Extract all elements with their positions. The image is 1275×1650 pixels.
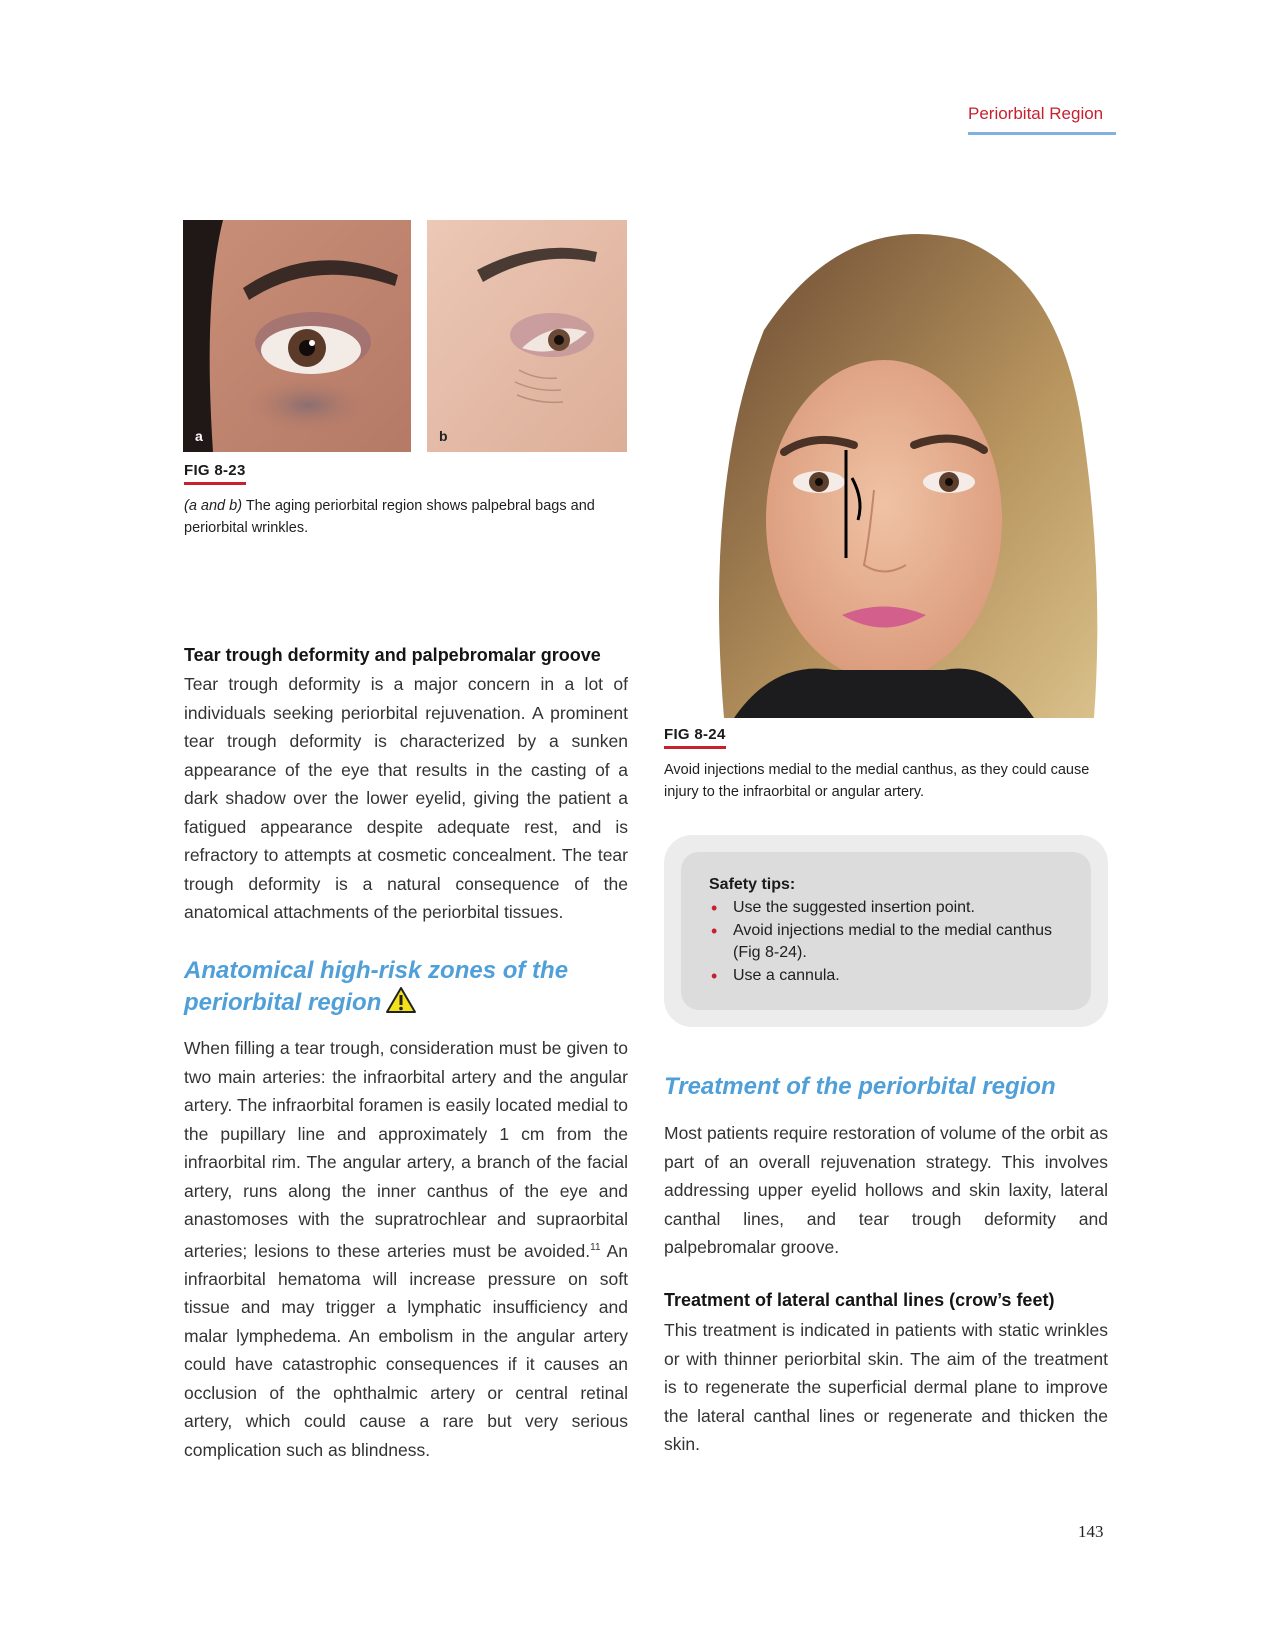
safety-tips-inner <box>681 852 1091 1010</box>
tear-trough-heading: Tear trough deformity and palpebromalar groove <box>184 645 601 665</box>
panel-letter-b: b <box>439 428 448 444</box>
figure-8-24-label: FIG 8-24 <box>664 726 726 749</box>
portrait-photo <box>664 220 1108 718</box>
caption-text: The aging periorbital region shows palpebral bags and periorbital wrinkles. <box>184 498 595 536</box>
treatment-heading: Treatment of the periorbital region <box>664 1073 1056 1100</box>
safety-tip-item: • Use the suggested insertion point. <box>711 898 975 918</box>
page-number: 143 <box>1078 1522 1104 1541</box>
figure-8-23-panel-a <box>183 220 411 452</box>
figure-8-23-label: FIG 8-23 <box>184 462 246 485</box>
safety-tip-item: • Use a cannula. <box>711 965 840 986</box>
warning-triangle-icon <box>385 986 417 1022</box>
high-risk-paragraph-part2: An infraorbital hematoma will increase pressure on soft tissue and may trigger a lymphatic insufficiency and malar lymphedema. An embolism in the angular artery could have catastrophic consequences if it causes an occlusion of the ophthalmic artery or central retinal artery, which could cause a rare but very serious complication such as blindness. <box>184 1240 628 1460</box>
crows-feet-paragraph: This treatment is indicated in patients with static wrinkles or with thinner periorbital skin. The aim of the treatment is to regenerate the superficial dermal plane to improve the lateral canthal lines or regenerate and thicken the skin. <box>664 1320 1108 1454</box>
bullet-icon: • <box>711 898 718 918</box>
safety-tips-title: Safety tips: <box>709 876 796 893</box>
figure-8-23-label-wrap <box>184 462 246 485</box>
figure-8-23-caption <box>184 495 628 539</box>
running-header: Periorbital Region <box>968 104 1116 135</box>
citation-11[interactable]: 11 <box>590 1241 601 1253</box>
eye-photo-b <box>427 220 627 452</box>
treatment-paragraph: Most patients require restoration of volume of the orbit as part of an overall rejuvenation strategy. This involves addressing upper eyelid hollows and skin laxity, lateral canthal lines, and tear trough deformity and palpebromalar groove. <box>664 1123 1108 1257</box>
panel-letter-a: a <box>195 428 203 444</box>
high-risk-paragraph <box>184 1034 628 1464</box>
safety-tip-item: • Avoid injections medial to the medial canthus (Fig 8-24). <box>711 920 1052 961</box>
figure-8-24-caption: Avoid injections medial to the medial canthus, as they could cause injury to the infraorbital or angular artery. <box>664 762 1090 800</box>
crows-feet-heading: Treatment of lateral canthal lines (crow’s feet) <box>664 1290 1055 1310</box>
high-risk-heading-line1: Anatomical high-risk zones of the <box>184 957 569 984</box>
high-risk-heading-line2 <box>184 986 628 1022</box>
eye-photo-a <box>183 220 411 452</box>
caption-prefix: (a and b) <box>184 498 243 514</box>
high-risk-heading <box>184 955 628 1022</box>
figure-8-24-label-wrap <box>664 726 726 749</box>
bullet-icon: • <box>711 965 718 986</box>
high-risk-heading-line2-text: periorbital region <box>184 989 382 1016</box>
bullet-icon: • <box>711 920 718 941</box>
safety-tips-list <box>709 897 1069 987</box>
safety-tips-box <box>664 835 1108 1027</box>
figure-8-24-photo <box>664 220 1108 718</box>
high-risk-paragraph-part1: When filling a tear trough, consideration must be given to two main arteries: the infraorbital artery and the angular artery. The infraorbital foramen is easily located medial to the pupillary line and approximately 1 cm from the infraorbital rim. The angular artery, a branch of the facial artery, runs along the inner canthus of the eye and anastomoses with the supratrochlear and supraorbital arteries; lesions to these arteries must be avoided. <box>184 1038 628 1261</box>
tear-trough-paragraph: Tear trough deformity is a major concern in a lot of individuals seeking periorbital rejuvenation. A prominent tear trough deformity is characterized by a sunken appearance of the eye that results in the casting of a dark shadow over the lower eyelid, giving the patient a fatigued appearance despite adequate rest, and is refractory to attempts at cosmetic concealment. The tear trough deformity is a natural consequence of the anatomical attachments of the periorbital tissues. <box>184 674 628 922</box>
figure-8-23-panel-b <box>427 220 627 452</box>
